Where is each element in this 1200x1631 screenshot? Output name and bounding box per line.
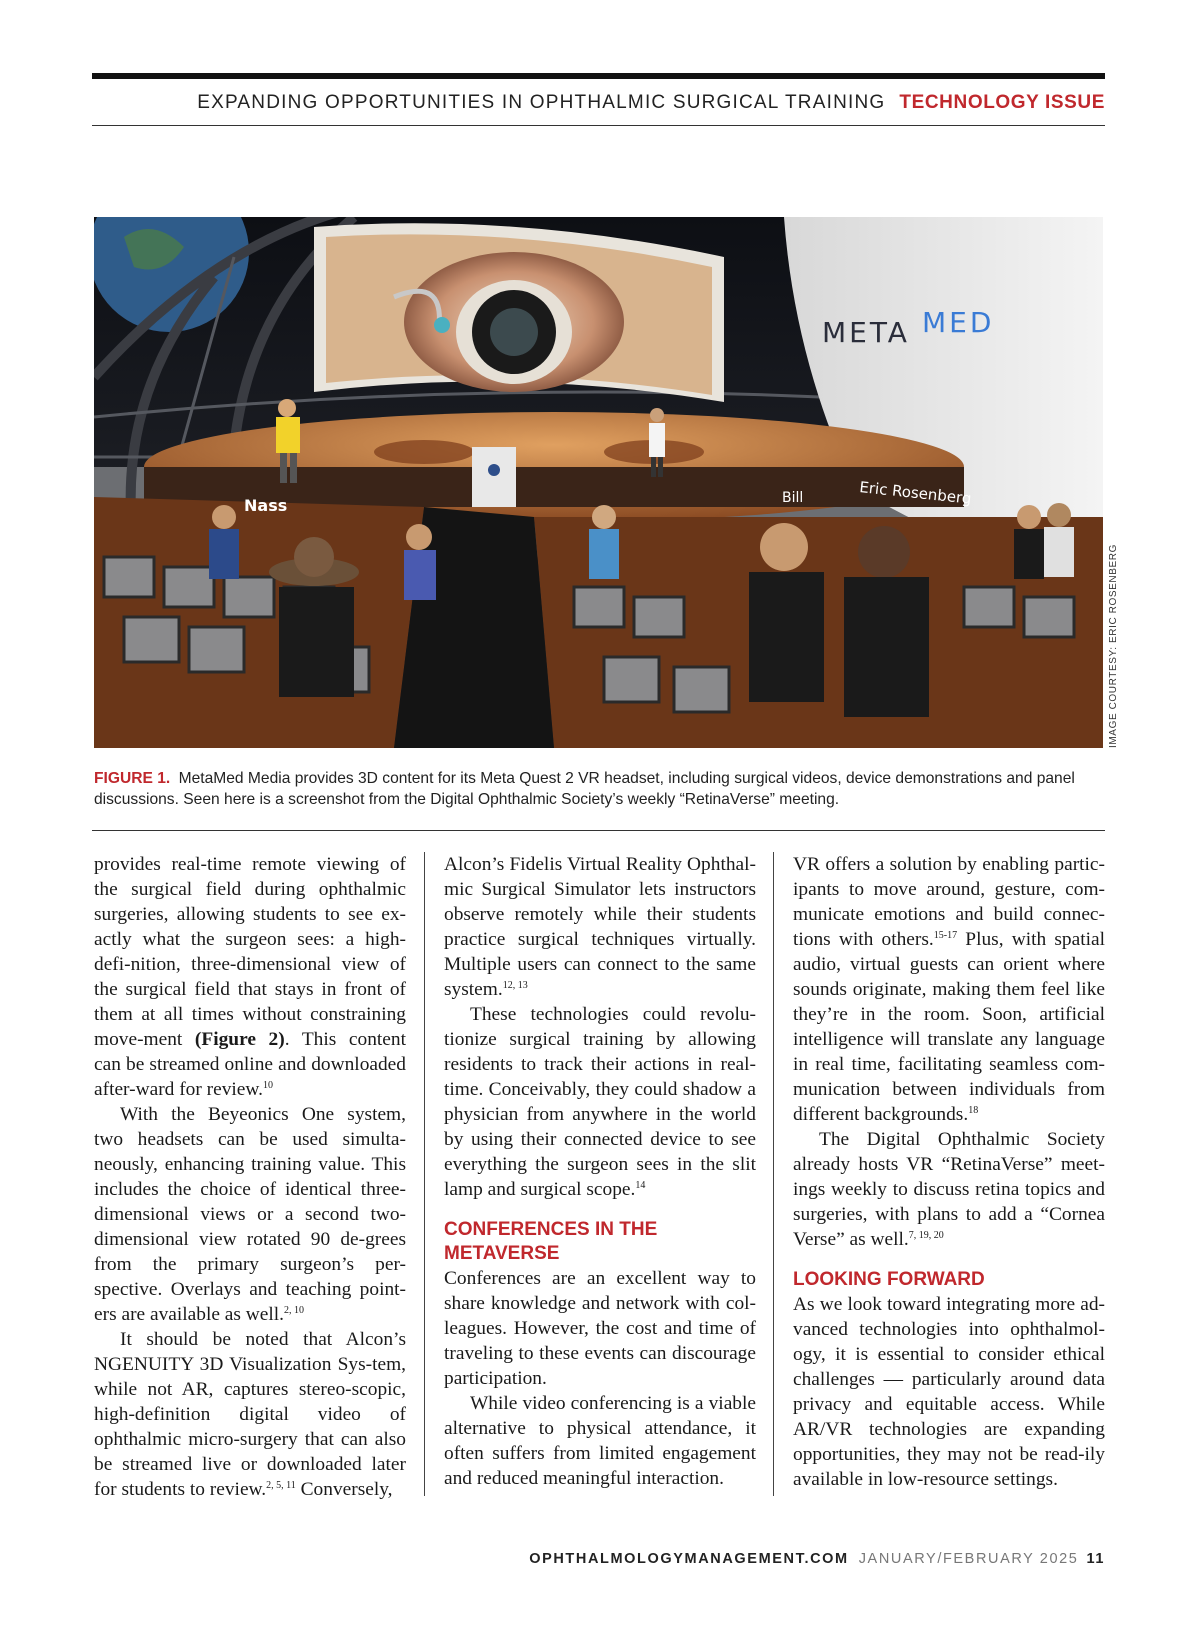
paragraph: While video conferencing is a viable alternative to physical attendance, it often suffers from limited engagement and reduced meaningful interaction. bbox=[444, 1393, 756, 1489]
figure-caption bbox=[94, 768, 1104, 810]
podium bbox=[472, 447, 516, 507]
citation: 7, 19, 20 bbox=[908, 1230, 944, 1241]
page-number: 11 bbox=[1086, 1551, 1105, 1567]
metamed-logo-part1: META bbox=[822, 316, 910, 349]
paragraph: With the Beyeonics One system, two headsets can be used simulta-neously, enhancing training value. This includes the choice of identical three-dimensional views or a second two-dimensional view rotated 90 de-grees from the primary surgeon’s per-spective. Overlays and teaching point-ers are available as well.$^{2, 10}$ bbox=[94, 1104, 406, 1325]
nametag-bill: Bill bbox=[782, 490, 804, 506]
running-header bbox=[92, 92, 1105, 122]
paragraph: VR offers a solution by enabling partic-ipants to move around, gesture, com-municate emotions and build connec-tions with others.$^{15-17}$ Plus, with spatial audio, virtual guests can orient where sounds originate, making them feel like they’re in the room. Soon, artificial intelligence will translate any language in real time, facilitating seamless com-munication between individuals from different backgrounds.$^{18}$ bbox=[793, 854, 1105, 1125]
citation: 12, 13 bbox=[502, 980, 528, 991]
paragraph: It should be noted that Alcon’s NGENUITY 3D Visualization Sys-tem, while not AR, captures stereo-scopic, high-definition digital video of ophthalmic micro-surgery that can also be streamed live or downloaded later for students to review.$^{2, 5, 11}$ Conversely, bbox=[94, 1329, 406, 1500]
paragraph: The Digital Ophthalmic Society already hosts VR “RetinaVerse” meet-ings weekly to discuss retina topics and surgeries, with plans to add a “Cornea Verse” as well.$^{7, 19, 20}$ bbox=[793, 1129, 1105, 1250]
column-divider bbox=[773, 852, 774, 1496]
header-rule bbox=[92, 125, 1105, 126]
footer-website[interactable]: OPHTHALMOLOGYMANAGEMENT.COM bbox=[529, 1551, 849, 1567]
paragraph: As we look toward integrating more ad-vanced technologies into ophthalmol-ogy, it is essential to consider ethical challenges — particularly around data privacy and equitable access. While AR/VR technologies are expanding opportunities, they may not be read-ily available in low-resource settings. bbox=[793, 1294, 1105, 1490]
citation: 18 bbox=[968, 1105, 979, 1116]
section-title: EXPANDING OPPORTUNITIES IN OPHTHALMIC SURGICAL TRAINING bbox=[197, 92, 886, 113]
citation: 10 bbox=[263, 1080, 273, 1091]
top-rule bbox=[92, 73, 1105, 79]
paragraph: Conferences are an excellent way to share knowledge and network with col-leagues. However, the cost and time of traveling to these events can discourage participation. bbox=[444, 1268, 756, 1389]
figure-reference: (Figure 2) bbox=[194, 1029, 285, 1050]
metamed-logo-part2: MED bbox=[922, 306, 995, 339]
article-column-2 bbox=[444, 852, 756, 1491]
article-column-3 bbox=[793, 852, 1105, 1492]
citation: 2, 5, 11 bbox=[266, 1480, 296, 1491]
citation: 2, 10 bbox=[284, 1305, 305, 1316]
column-divider bbox=[424, 852, 425, 1496]
figure-caption-text: MetaMed Media provides 3D content for its Meta Quest 2 VR headset, including surgical videos, device demonstrations and panel discussions. Seen here is a screenshot from the Digital Ophthalmic Society’s weekly “RetinaVerse” meeting. bbox=[94, 770, 1075, 808]
citation: 15-17 bbox=[933, 930, 958, 941]
paragraph: These technologies could revolu-tionize surgical training by allowing residents to track their actions in real-time. Conceivably, they could shadow a physician from anywhere in the world by using their connected device to see everything the surgeon sees in the slit lamp and surgical scope.$^{14}$ bbox=[444, 1004, 756, 1200]
section-heading-looking-forward: LOOKING FORWARD bbox=[793, 1269, 985, 1290]
citation: 14 bbox=[635, 1180, 646, 1191]
nametag-nass: Nass bbox=[244, 496, 288, 515]
figure-1-image bbox=[94, 217, 1103, 748]
footer-issue-date: JANUARY/FEBRUARY 2025 bbox=[858, 1551, 1079, 1567]
caption-rule bbox=[92, 830, 1105, 831]
image-credit: IMAGE COURTESY: ERIC ROSENBERG bbox=[1108, 544, 1119, 748]
figure-label: FIGURE 1. bbox=[94, 770, 171, 787]
article-column-1 bbox=[94, 852, 406, 1502]
paragraph: Alcon’s Fidelis Virtual Reality Ophthal-mic Surgical Simulator lets instructors observe remotely while their students practice surgical techniques virtually. Multiple users can connect to the same system.$^{12, 13}$ bbox=[444, 854, 756, 1000]
nametag-eric-rosenberg: Eric Rosenberg bbox=[858, 478, 973, 508]
vr-auditorium-scene bbox=[94, 217, 1103, 748]
issue-label: TECHNOLOGY ISSUE bbox=[899, 92, 1105, 113]
section-heading-conferences: CONFERENCES IN THE METAVERSE bbox=[444, 1219, 658, 1264]
paragraph: provides real-time remote viewing of the surgical field during ophthalmic surgeries, allowing students to see ex-actly what the surgeon sees: a high-defi-nition, three-dimensional view of the surgical field that stays in front of them at all times without constraining move-ment (Figure 2). This content can be streamed online and downloaded after-ward for review.$^{10}$ bbox=[94, 854, 406, 1100]
page-footer bbox=[92, 1551, 1105, 1567]
